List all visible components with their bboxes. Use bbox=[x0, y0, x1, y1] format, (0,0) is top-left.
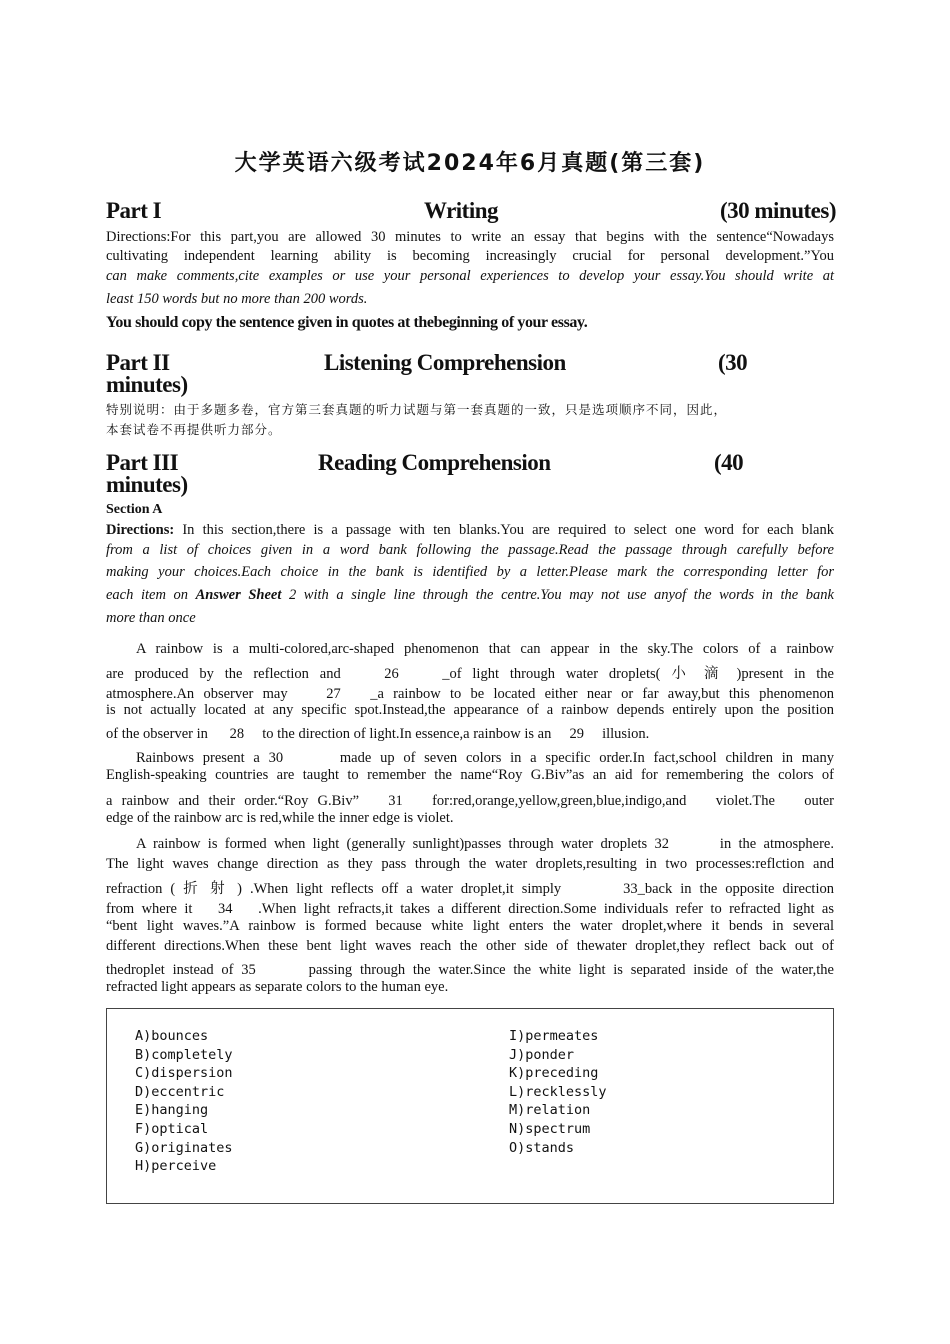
word-bank-option: K)preceding bbox=[509, 1065, 599, 1082]
part3-time: (40 bbox=[714, 450, 744, 475]
passage-line: A rainbow is formed when light (generally sunlight)passes through water droplets 32 in the atmosphere. bbox=[136, 836, 834, 852]
word-bank-option: J)ponder bbox=[509, 1046, 575, 1063]
part3-label: Part III bbox=[106, 450, 179, 475]
section-label: Section A bbox=[106, 502, 163, 517]
passage-line: “bent light waves.”A rainbow is formed because white light enters the water droplet,where it bends in several bbox=[106, 918, 834, 934]
part3-directions-line: making your choices.Each choice in the bank is identified by a letter.Please mark the corresponding letter for bbox=[106, 564, 834, 580]
word-bank-option: D)eccentric bbox=[135, 1083, 225, 1100]
part1-time: (30 minutes) bbox=[719, 198, 836, 223]
directions-label: Directions: bbox=[106, 522, 175, 538]
word-bank-option: H)perceive bbox=[135, 1158, 217, 1175]
passage-line: Rainbows present a 30 made up of seven colors in a specific order.In fact,school children in many bbox=[136, 750, 834, 766]
part3-time-wrap: minutes) bbox=[106, 472, 188, 497]
passage-line: a rainbow and their order.“Roy G.Biv” 31 for:red,orange,yellow,green,blue,indigo,and violet.The outer bbox=[106, 793, 834, 809]
word-bank-option: O)stands bbox=[509, 1139, 575, 1156]
word-bank-option: C)dispersion bbox=[135, 1065, 233, 1082]
directions-text: each item on bbox=[106, 587, 196, 603]
answer-sheet-label: Answer Sheet bbox=[195, 587, 282, 603]
part3-directions-line: from a list of choices given in a word bank following the passage.Read the passage through carefully before bbox=[106, 542, 834, 558]
word-bank-option: L)recklessly bbox=[509, 1083, 607, 1100]
passage-line: are produced by the reflection and 26 _of light through water droplets( 小 滴 )present in the bbox=[106, 666, 834, 682]
part1-label: Part I bbox=[106, 198, 162, 223]
word-bank-option: N)spectrum bbox=[509, 1120, 591, 1137]
part3-directions-line bbox=[106, 522, 834, 539]
passage-line: from where it 34 .When light refracts,it takes a different direction.Some individuals refer to refracted light as bbox=[106, 901, 834, 917]
part2-name: Listening Comprehension bbox=[324, 350, 566, 375]
part1-directions-line: can make comments,cite examples or use your personal experiences to develop your essay.You should write at bbox=[106, 268, 834, 284]
passage-line: refraction ( 折 射 ) .When light reflects off a water droplet,it simply 33_back in the opposite direction bbox=[106, 881, 834, 897]
passage-line: A rainbow is a multi-colored,arc-shaped phenomenon that can appear in the sky.The colors of a rainbow bbox=[136, 641, 834, 657]
word-bank-option: A)bounces bbox=[135, 1028, 209, 1044]
word-bank-option: I)permeates bbox=[509, 1028, 599, 1044]
word-bank-left-column bbox=[135, 1027, 233, 1176]
part3-directions-line: more than once bbox=[106, 610, 196, 626]
word-bank-option: E)hanging bbox=[135, 1102, 209, 1119]
part3-name: Reading Comprehension bbox=[318, 450, 551, 475]
part2-note-line: 本套试卷不再提供听力部分。 bbox=[106, 422, 282, 437]
word-bank bbox=[106, 1008, 834, 1204]
part2-note-line: 特别说明：由于多题多卷，官方第三套真题的听力试题与第一套真题的一致，只是选项顺序不同，因此， bbox=[106, 402, 728, 417]
word-bank-option: B)completely bbox=[135, 1046, 233, 1063]
part2-label: Part II bbox=[106, 350, 170, 375]
word-bank-right-column bbox=[509, 1027, 607, 1157]
passage-line: of the observer in 28 to the direction of light.In essence,a rainbow is an 29 illusion. bbox=[106, 726, 650, 742]
passage-line: different directions.When these bent light waves reach the other side of thewater droplet,they reflect back out of bbox=[106, 938, 834, 954]
part1-directions-line: cultivating independent learning ability is becoming increasingly crucial for personal development.”You bbox=[106, 248, 834, 264]
part1-directions-line: least 150 words but no more than 200 words. bbox=[106, 291, 368, 307]
passage-line: thedroplet instead of 35 passing through the water.Since the white light is separated inside of the water,the bbox=[106, 962, 834, 978]
passage-line: refracted light appears as separate colors to the human eye. bbox=[106, 979, 449, 995]
passage-line: The light waves change direction as they pass through the water droplets,resulting in two processes:reflction and bbox=[106, 856, 834, 872]
passage-line: atmosphere.An observer may 27 _a rainbow to be located either near or far away,but this phenomenon bbox=[106, 686, 834, 702]
passage-line: is not actually located at any specific spot.Instead,the appearance of a rainbow depends entirely upon the position bbox=[106, 702, 834, 718]
part2-time-wrap: minutes) bbox=[106, 372, 188, 397]
part3-directions-line bbox=[106, 587, 834, 604]
directions-text: 2 with a single line through the centre.You may not use anyof the words in the bank bbox=[281, 587, 834, 603]
word-bank-option: F)optical bbox=[135, 1120, 209, 1137]
word-bank-option: G)originates bbox=[135, 1139, 233, 1156]
page-title: 大学英语六级考试2024年6月真题(第三套) bbox=[234, 151, 706, 176]
part1-directions-line: Directions:For this part,you are allowed 30 minutes to write an essay that begins with the sentence“Nowadays bbox=[106, 229, 834, 245]
part2-time: (30 bbox=[718, 350, 748, 375]
passage-line: edge of the rainbow arc is red,while the inner edge is violet. bbox=[106, 810, 454, 826]
part1-copy-note: You should copy the sentence given in quotes at thebeginning of your essay. bbox=[106, 314, 588, 331]
word-bank-option: M)relation bbox=[509, 1102, 591, 1119]
part1-name: Writing bbox=[424, 198, 499, 223]
directions-text: In this section,there is a passage with ten blanks.You are required to select one word for each blank bbox=[174, 522, 834, 538]
passage-line: English-speaking countries are taught to remember the name“Roy G.Biv”as an aid for remembering the colors of bbox=[106, 767, 834, 783]
